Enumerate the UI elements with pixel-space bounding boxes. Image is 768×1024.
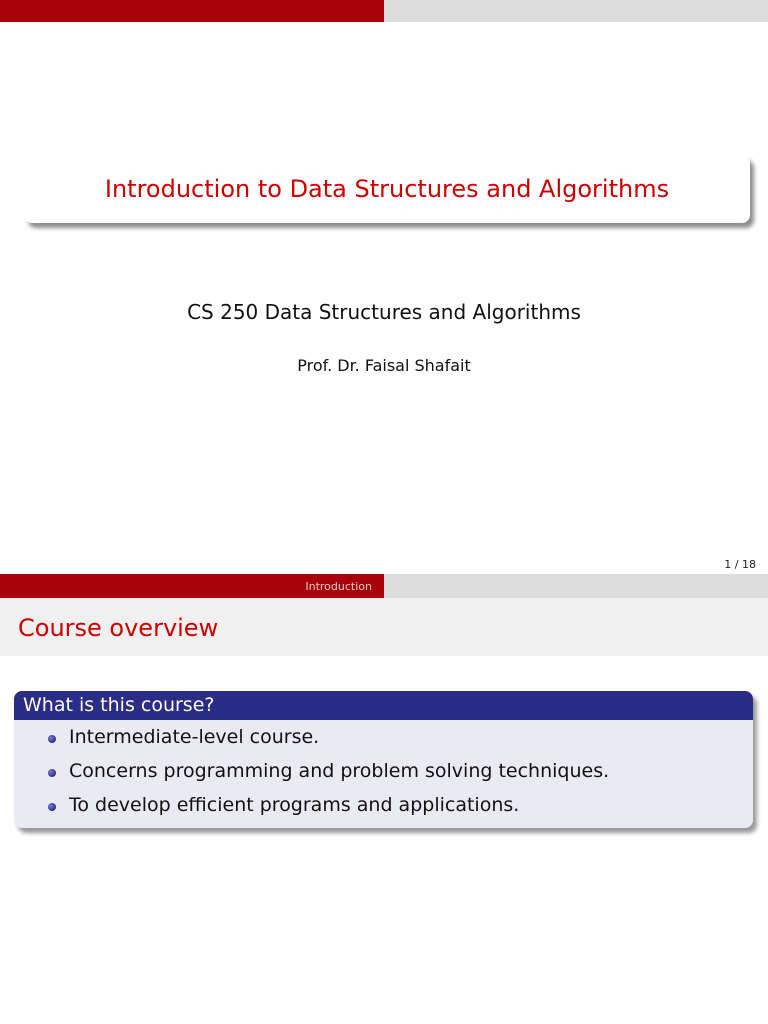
- list-item-text: Intermediate-level course.: [69, 726, 320, 748]
- frame-title: Course overview: [18, 614, 219, 642]
- bullet-icon: [48, 769, 56, 777]
- header-bar-left: [0, 0, 384, 22]
- presentation-title: Introduction to Data Structures and Algorithms: [104, 175, 670, 203]
- header-bar: [0, 0, 768, 22]
- course-overview-slide: [0, 574, 768, 1024]
- section-nav-right: [384, 574, 768, 598]
- frame-title-band: [0, 598, 768, 656]
- section-nav-left: [0, 574, 384, 598]
- title-box: [24, 155, 750, 223]
- bullet-list: [14, 720, 753, 826]
- bullet-icon: [48, 735, 56, 743]
- section-label[interactable]: Introduction: [305, 579, 372, 593]
- list-item: [14, 792, 753, 826]
- author-name: Prof. Dr. Faisal Shafait: [297, 356, 471, 375]
- section-nav-bar: [0, 574, 768, 598]
- list-item: [14, 758, 753, 792]
- list-item-text: Concerns programming and problem solving techniques.: [69, 760, 610, 782]
- info-block: [14, 691, 753, 828]
- page-number: 1 / 18: [724, 558, 756, 571]
- course-subtitle: CS 250 Data Structures and Algorithms: [187, 300, 581, 324]
- list-item-text: To develop efficient programs and applications.: [69, 794, 520, 816]
- bullet-icon: [48, 803, 56, 811]
- list-item: [14, 724, 753, 758]
- header-bar-right: [384, 0, 768, 22]
- block-title: What is this course?: [14, 691, 753, 720]
